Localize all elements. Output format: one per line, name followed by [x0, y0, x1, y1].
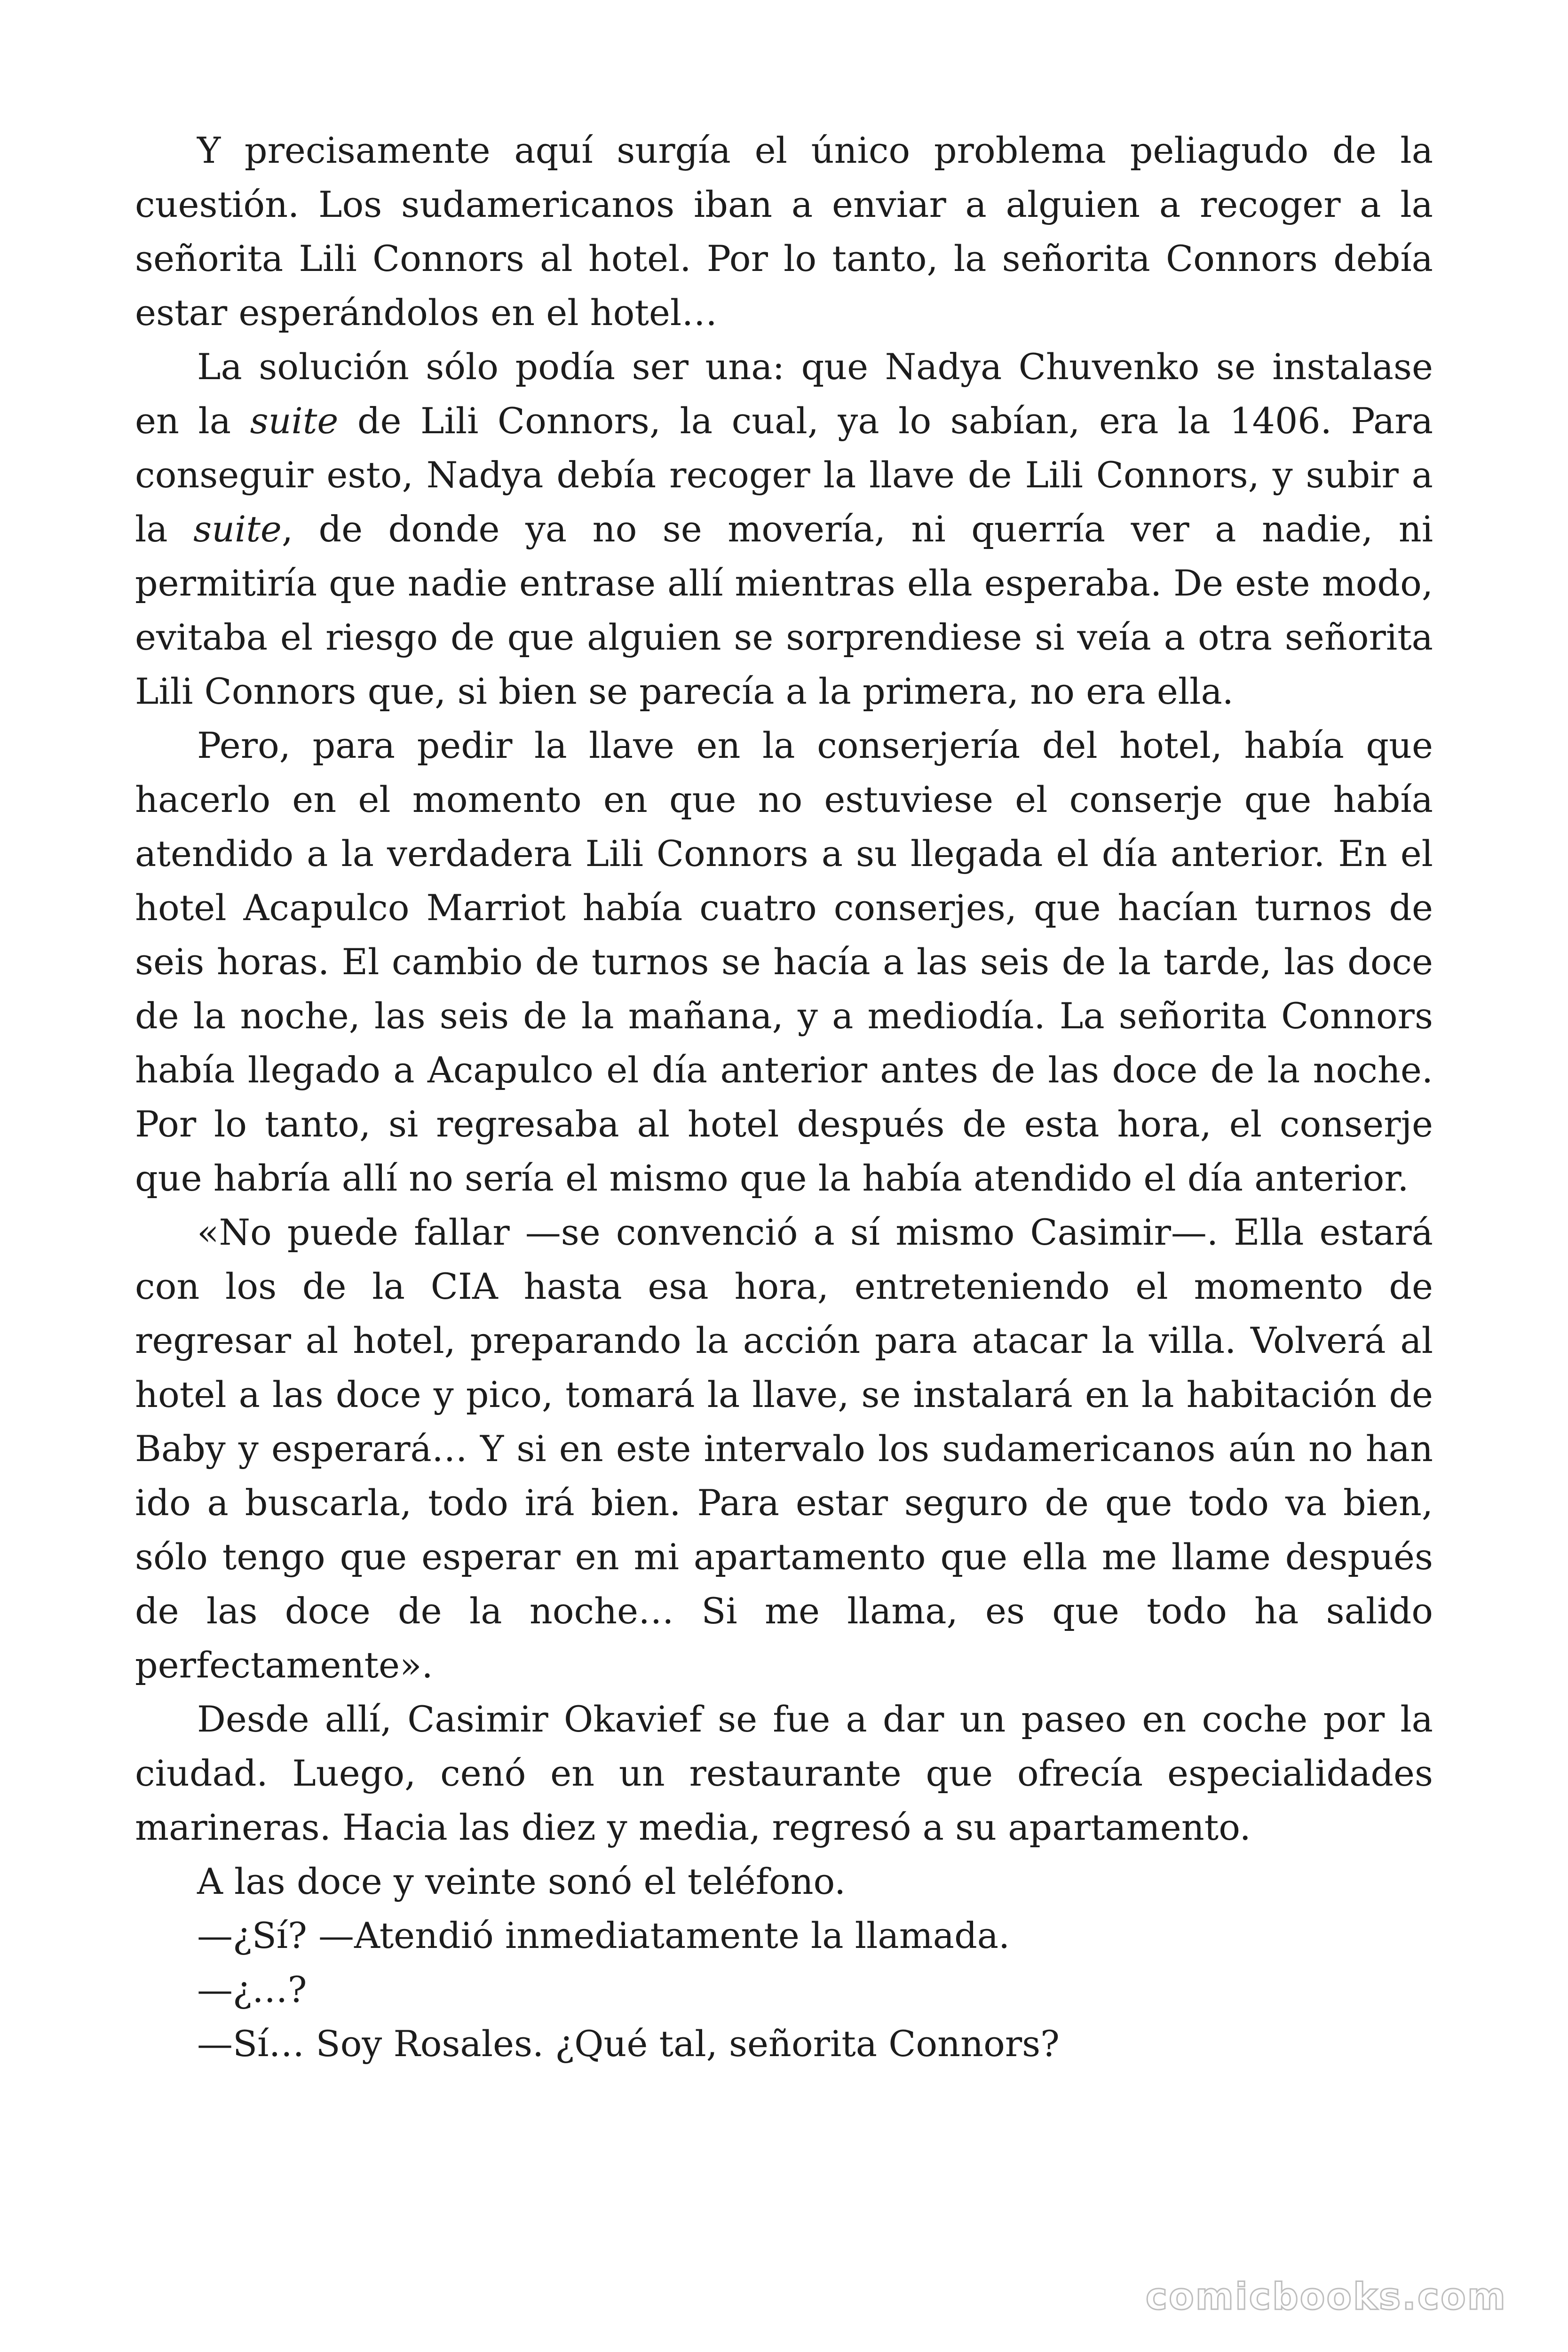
text-run: La solución sólo podía ser una: que Nadya Chuvenko se instalase en la [135, 346, 1433, 442]
text-run: A las doce y veinte sonó el teléfono. [197, 1860, 846, 1902]
text-run: Desde allí, Casimir Okavief se fue a dar un paseo en coche por la ciudad. Luego, cenó en un restaurante que ofrecía especialidades marineras. Hacia las diez y media, regresó a su apartamento. [135, 1698, 1433, 1848]
watermark: comicbooks.com [1145, 2276, 1507, 2318]
text-run: Y precisamente aquí surgía el único problema peliagudo de la cuestión. Los sudamericanos iban a enviar a alguien a recoger a la señorita Lili Connors al hotel. Por lo tanto, la señorita Connors debía estar esperándolos en el hotel… [135, 129, 1433, 334]
italic-text: suite [193, 508, 282, 550]
paragraph [135, 340, 1433, 718]
paragraph [135, 718, 1433, 1205]
dialogue-line [135, 1963, 1433, 2017]
paragraph [135, 1692, 1433, 1854]
text-run: —¿Sí? —Atendió inmediatamente la llamada. [197, 1915, 1010, 1956]
dialogue-line [135, 1854, 1433, 1908]
dialogue-line [135, 2017, 1433, 2071]
paragraph [135, 123, 1433, 340]
text-run: Pero, para pedir la llave en la conserjería del hotel, había que hacerlo en el momento en que no estuviese el conserje que había atendido a la verdadera Lili Connors a su llegada el día anterior. En el hotel Acapulco Marriot había cuatro conserjes, que hacían turnos de seis horas. El cambio de turnos se hacía a las seis de la tarde, las doce de la noche, las seis de la mañana, y a mediodía. La señorita Connors había llegado a Acapulco el día anterior antes de las doce de la noche. Por lo tanto, si regresaba al hotel después de esta hora, el conserje que habría allí no sería el mismo que la había atendido el día anterior. [135, 724, 1433, 1199]
text-run: de Lili Connors, la cual, ya lo sabían, era la 1406. Para conseguir esto, Nadya debía recoger la llave de Lili Connors, y subir a la [135, 400, 1433, 550]
body-text [135, 123, 1433, 2071]
paragraph [135, 1205, 1433, 1692]
text-run: «No puede fallar —se convenció a sí mismo Casimir—. Ella estará con los de la CIA hasta esa hora, entreteniendo el momento de regresar al hotel, preparando la acción para atacar la villa. Volverá al hotel a las doce y pico, tomará la llave, se instalará en la habitación de Baby y esperará… Y si en este intervalo los sudamericanos aún no han ido a buscarla, todo irá bien. Para estar seguro de que todo va bien, sólo tengo que esperar en mi apartamento que ella me llame después de las doce de la noche… Si me llama, es que todo ha salido perfectamente». [135, 1211, 1433, 1686]
text-run: —Sí… Soy Rosales. ¿Qué tal, señorita Connors? [197, 2023, 1060, 2065]
text-run: —¿…? [197, 1969, 307, 2010]
text-run: , de donde ya no se movería, ni querría ver a nadie, ni permitiría que nadie entrase allí mientras ella esperaba. De este modo, evitaba el riesgo de que alguien se sorprendiese si veía a otra señorita Lili Connors que, si bien se parecía a la primera, no era ella. [135, 508, 1433, 712]
dialogue-line [135, 1908, 1433, 1963]
italic-text: suite [250, 400, 339, 442]
